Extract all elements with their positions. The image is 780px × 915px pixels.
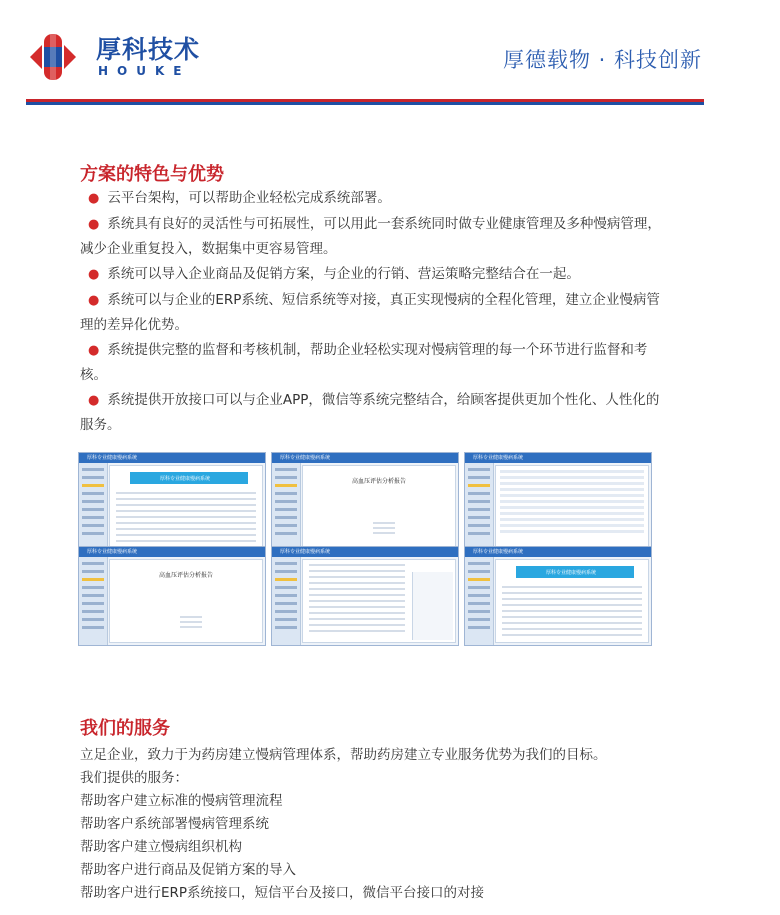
feature-item bbox=[80, 186, 668, 211]
header-divider-blue bbox=[26, 102, 704, 105]
feature-item bbox=[80, 338, 668, 387]
service-line: 帮助客户建立慢病组织机构 bbox=[80, 839, 242, 855]
report-title: 高血压评估分析报告 bbox=[351, 478, 406, 485]
bullet-dot-icon: ● bbox=[88, 217, 100, 232]
screenshot-title: 厚科专业健康慢病系统 bbox=[280, 549, 331, 555]
service-line: 帮助客户进行商品及促销方案的导入 bbox=[80, 862, 296, 878]
feature-text: 系统提供完整的监督和考核机制，帮助企业轻松实现对慢病管理的每一个环节进行监督和考核。 bbox=[80, 342, 648, 383]
screenshot-gallery bbox=[78, 452, 652, 658]
system-screenshot bbox=[464, 546, 652, 646]
feature-item bbox=[80, 388, 668, 437]
feature-text: 系统提供开放接口可以与企业APP，微信等系统完整结合，给顾客提供更加个性化、人性化的服务。 bbox=[80, 392, 660, 433]
screenshot-banner: 厚科专业健康慢病系统 bbox=[160, 476, 211, 482]
feature-item bbox=[80, 212, 668, 261]
bullet-dot-icon: ● bbox=[88, 293, 100, 308]
screenshot-title: 厚科专业健康慢病系统 bbox=[473, 549, 524, 555]
bullet-dot-icon: ● bbox=[88, 191, 100, 206]
service-line: 立足企业，致力于为药房建立慢病管理体系，帮助药房建立专业服务优势为我们的目标。 bbox=[80, 747, 607, 763]
bullet-dot-icon: ● bbox=[88, 267, 100, 282]
feature-text: 系统可以导入企业商品及促销方案，与企业的行销、营运策略完整结合在一起。 bbox=[107, 266, 580, 282]
brand-name-en: HOUKE bbox=[98, 64, 191, 78]
screenshot-banner: 厚科专业健康慢病系统 bbox=[546, 570, 597, 576]
screenshot-title: 厚科专业健康慢病系统 bbox=[280, 455, 331, 461]
bullet-dot-icon: ● bbox=[88, 393, 100, 408]
feature-text: 云平台架构，可以帮助企业轻松完成系统部署。 bbox=[107, 190, 391, 206]
page-header bbox=[0, 0, 780, 110]
features-list bbox=[80, 186, 668, 438]
system-screenshot bbox=[78, 546, 266, 646]
feature-text: 系统具有良好的灵活性与可拓展性，可以用此一套系统同时做专业健康管理及多种慢病管理，减少企业重复投入，数据集中更容易管理。 bbox=[80, 216, 661, 257]
houke-logo-icon bbox=[26, 30, 80, 84]
brand-name-cn: 厚科技术 bbox=[96, 35, 201, 64]
features-title: 方案的特色与优势 bbox=[80, 164, 224, 185]
feature-item bbox=[80, 288, 668, 337]
service-line: 帮助客户建立标准的慢病管理流程 bbox=[80, 793, 283, 809]
slogan: 厚德载物 · 科技创新 bbox=[502, 48, 702, 72]
services-title: 我们的服务 bbox=[80, 718, 170, 739]
system-screenshot bbox=[464, 452, 652, 552]
service-line: 帮助客户进行ERP系统接口，短信平台及接口，微信平台接口的对接 bbox=[80, 885, 485, 901]
services-list bbox=[80, 744, 700, 905]
screenshot-title: 厚科专业健康慢病系统 bbox=[473, 455, 524, 461]
service-line: 帮助客户系统部署慢病管理系统 bbox=[80, 816, 269, 832]
service-line: 我们提供的服务： bbox=[80, 770, 188, 786]
feature-item bbox=[80, 262, 668, 287]
screenshot-title: 厚科专业健康慢病系统 bbox=[87, 549, 138, 555]
system-screenshot bbox=[78, 452, 266, 552]
system-screenshot bbox=[271, 452, 459, 552]
screenshot-title: 厚科专业健康慢病系统 bbox=[87, 455, 138, 461]
bullet-dot-icon: ● bbox=[88, 343, 100, 358]
system-screenshot bbox=[271, 546, 459, 646]
feature-text: 系统可以与企业的ERP系统、短信系统等对接，真正实现慢病的全程化管理，建立企业慢病管理的差异化优势。 bbox=[80, 292, 660, 333]
report-title: 高血压评估分析报告 bbox=[158, 572, 213, 579]
